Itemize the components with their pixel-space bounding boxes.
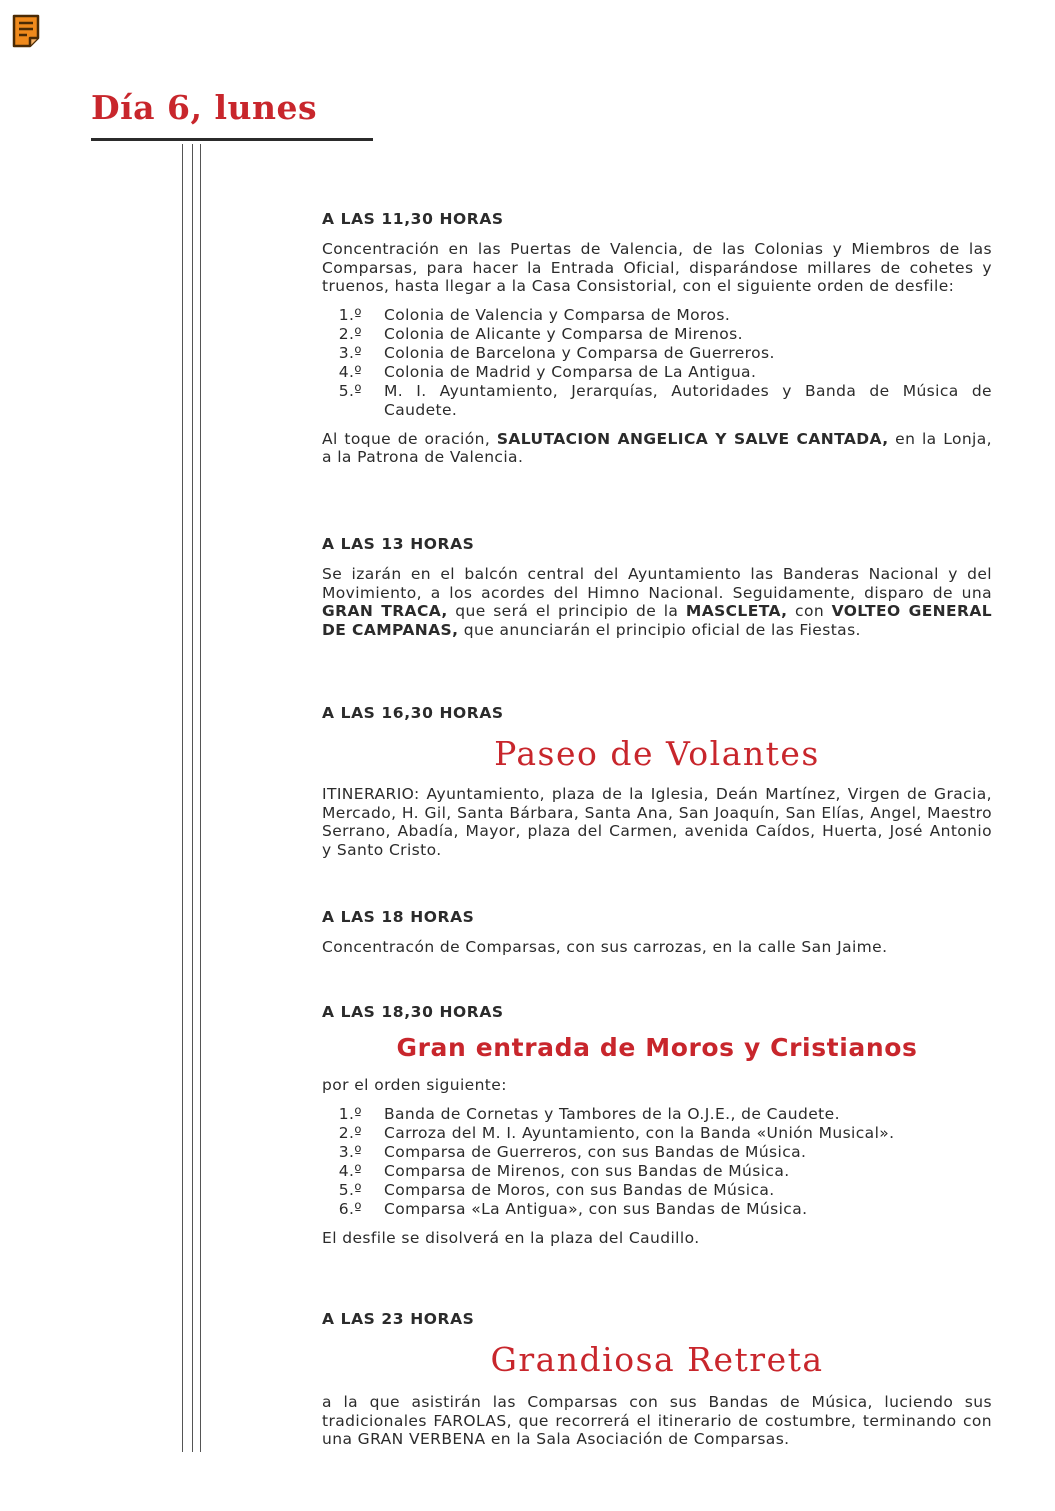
section-1130 bbox=[322, 210, 992, 467]
list-item: 5.º M. I. Ayuntamiento, Jerarquías, Autoridades y Banda de Música de Caudete. bbox=[338, 381, 992, 419]
list-item: 2.º Carroza del M. I. Ayuntamiento, con la Banda «Unión Musical». bbox=[338, 1123, 895, 1142]
section-closing: Al toque de oración, SALUTACION ANGELICA Y SALVE CANTADA, en la Lonja, a la Patrona de Valencia. bbox=[322, 429, 992, 467]
document-icon[interactable] bbox=[12, 14, 42, 48]
section-intro: por el orden siguiente: bbox=[322, 1076, 507, 1094]
list-item: 4.º Comparsa de Mirenos, con sus Bandas de Música. bbox=[338, 1161, 790, 1180]
section-text: Se izarán en el balcón central del Ayuntamiento las Banderas Nacional y del Movimiento, a los acordes del Himno Nacional. Seguidamente, disparo de una GRAN TRACA, que será el principio de la MASCLETA, con VOLTEO GENERAL DE CAMPANAS, que anunciarán el principio oficial de las Fiestas. bbox=[322, 565, 993, 639]
section-time: A LAS 23 HORAS bbox=[322, 1310, 475, 1328]
section-intro: Concentración en las Puertas de Valencia, de las Colonias y Miembros de las Comparsas, para hacer la Entrada Oficial, disparándose millares de cohetes y truenos, hasta llegar a la Casa Consistorial, con el siguiente orden de desfile: bbox=[322, 240, 992, 296]
list-item: 1.º Banda de Cornetas y Tambores de la O.J.E., de Caudete. bbox=[338, 1104, 840, 1123]
section-time: A LAS 11,30 HORAS bbox=[322, 210, 504, 228]
section-text: Concentracón de Comparsas, con sus carrozas, en la calle San Jaime. bbox=[322, 938, 888, 956]
section-time: A LAS 18,30 HORAS bbox=[322, 1003, 504, 1021]
list-item: 6.º Comparsa «La Antigua», con sus Bandas de Música. bbox=[338, 1199, 808, 1218]
section-18 bbox=[322, 908, 992, 957]
list-item: 2.º Colonia de Alicante y Comparsa de Mirenos. bbox=[338, 324, 743, 343]
parade-order-list bbox=[322, 306, 992, 420]
section-1630 bbox=[322, 704, 992, 859]
event-title: Grandiosa Retreta bbox=[490, 1340, 824, 1379]
page-title: Día 6, lunes bbox=[91, 88, 318, 127]
section-closing: El desfile se disolverá en la plaza del Caudillo. bbox=[322, 1228, 700, 1247]
title-underline bbox=[91, 138, 373, 141]
list-item: 4.º Colonia de Madrid y Comparsa de La Antigua. bbox=[338, 362, 757, 381]
section-text: a la que asistirán las Comparsas con sus Bandas de Música, luciendo sus tradicionales FAROLAS, que recorrerá el itinerario de costumbre, terminando con una GRAN VERBENA en la Sala Asociación de Comparsas. bbox=[322, 1393, 992, 1449]
section-time: A LAS 16,30 HORAS bbox=[322, 704, 504, 722]
parade-order-list bbox=[322, 1105, 992, 1219]
margin-rule bbox=[192, 144, 193, 1452]
section-23 bbox=[322, 1310, 992, 1449]
list-item: 3.º Colonia de Barcelona y Comparsa de Guerreros. bbox=[338, 343, 775, 362]
margin-rule bbox=[182, 144, 183, 1452]
event-title: Gran entrada de Moros y Cristianos bbox=[396, 1033, 918, 1062]
margin-rule bbox=[200, 144, 201, 1452]
event-title: Paseo de Volantes bbox=[494, 734, 820, 773]
list-item: 3.º Comparsa de Guerreros, con sus Bandas de Música. bbox=[338, 1142, 807, 1161]
section-time: A LAS 18 HORAS bbox=[322, 908, 475, 926]
section-time: A LAS 13 HORAS bbox=[322, 535, 475, 553]
section-text: ITINERARIO: Ayuntamiento, plaza de la Iglesia, Deán Martínez, Virgen de Gracia, Mercado, H. Gil, Santa Bárbara, Santa Ana, San Joaquín, San Elías, Angel, Maestro Serrano, Abadía, Mayor, plaza del Carmen, avenida Caídos, Huerta, José Antonio y Santo Cristo. bbox=[322, 785, 992, 859]
section-13 bbox=[322, 535, 992, 639]
section-1830 bbox=[322, 1003, 992, 1247]
list-item: 1.º Colonia de Valencia y Comparsa de Moros. bbox=[338, 305, 731, 324]
list-item: 5.º Comparsa de Moros, con sus Bandas de Música. bbox=[338, 1180, 775, 1199]
